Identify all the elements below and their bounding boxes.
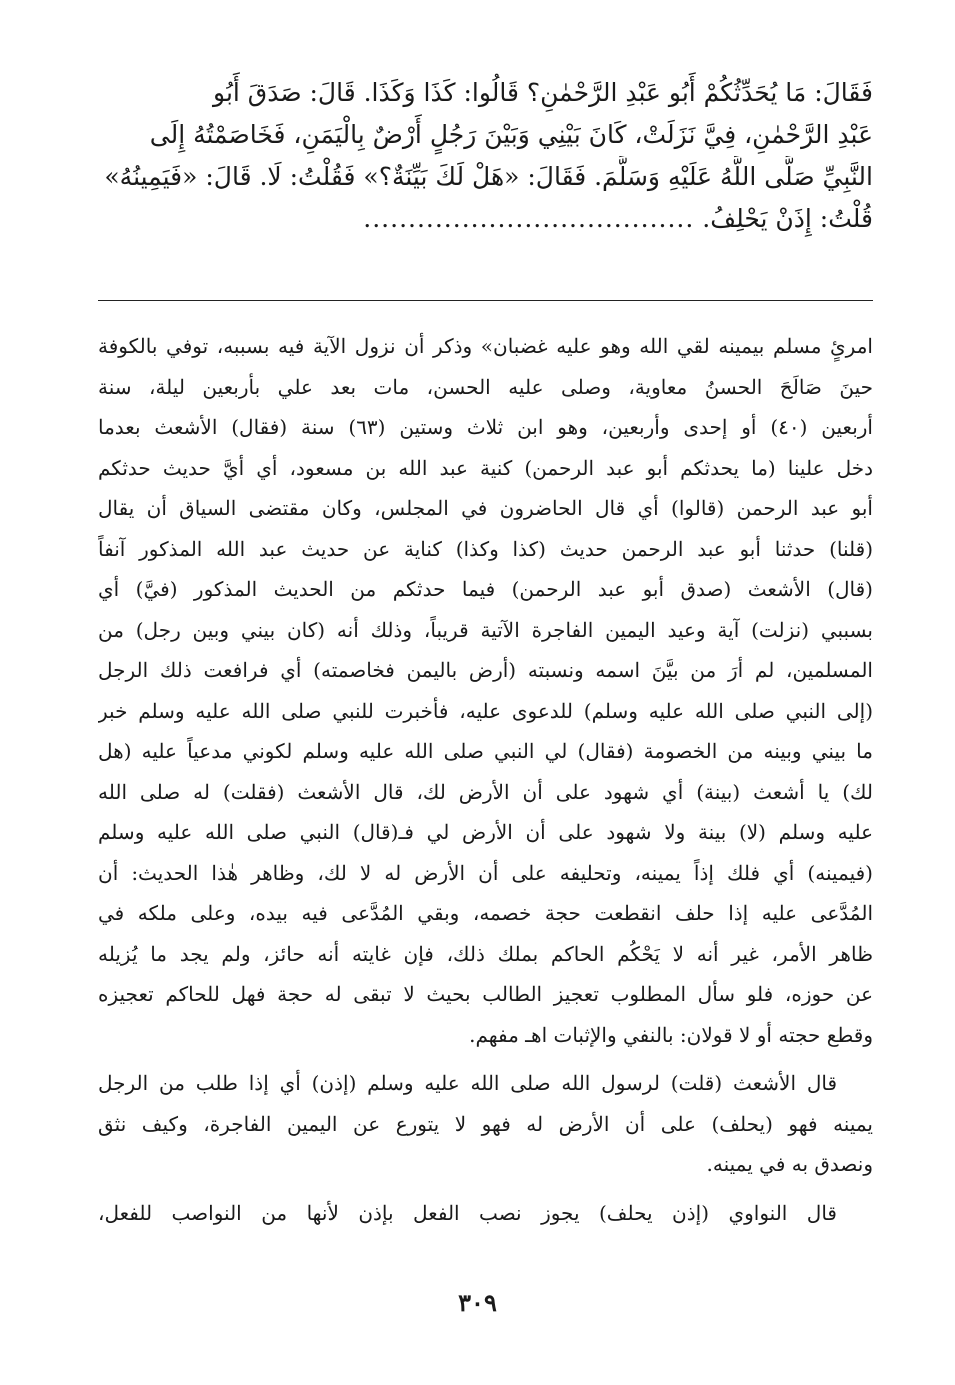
section-divider	[98, 300, 873, 301]
commentary-line: أربعين (٤٠) أو إحدى وأربعين، وهو ابن ثلاث وستين (٦٣) سنة (فقال) الأشعث بعدما	[98, 415, 873, 439]
dotted-leader: .....................................	[363, 204, 695, 233]
commentary-line: المسلمين، لم أرَ من بيَّنَ اسمه ونسبته (أرض باليمن فخاصمته) أي فرافعت ذلك الرجل	[98, 658, 873, 682]
page-number: ٣٠٩	[458, 1288, 497, 1317]
commentary-paragraph	[98, 1193, 873, 1234]
commentary-line: عليه وسلم (لا) بينة ولا شهود على أن الأرض لي فـ(قال) النبي صلى الله عليه وسلم	[98, 820, 873, 844]
hadith-line-last	[98, 198, 873, 240]
commentary-line: عن حوزه، فلو سأل المطلوب تعجيز الطالب بحيث لا تبقى له حجة فهل للحاكم تعجيزه	[98, 982, 873, 1006]
commentary-line: ظاهر الأمر، غير أنه لا يَحْكُم الحاكم بملك ذلك، فإن غايته أنه حائز، ولم يجد ما يُزيله	[98, 941, 873, 966]
commentary-paragraph	[98, 326, 873, 1055]
hadith-line-text: قُلْتُ: إِذَنْ يَحْلِفُ.	[702, 204, 873, 233]
commentary-line: يمينه فهو (يحلف) على أن الأرض له فهو لا يتورع عن اليمين الفاجرة، وكيف نثق	[98, 1111, 873, 1136]
commentary-line: (فيمينه) أي فلك إذاً يمينه، وتحليفه على أن الأرض له لا لك، وظاهر هٰذا الحديث: أن	[98, 860, 873, 885]
commentary-line: امرئٍ مسلم بيمينه لقي الله وهو عليه غضبان» وذكر أن نزول الآية فيه بسببه، توفي بالكوفة	[98, 334, 873, 358]
hadith-line: النَّبِيِّ صَلَّى اللَّهُ عَلَيْهِ وَسَلَّمَ. فَقَالَ: «هَلْ لَكَ بَيِّنَةٌ؟» فَقُلْتُ: لَا. قَالَ: «فَيَمِينُهُ»	[104, 162, 873, 191]
hadith-line: فَقَالَ: مَا يُحَدِّثُكُمْ أَبُو عَبْدِ الرَّحْمٰنِ؟ قَالُوا: كَذَا وَكَذَا. قَالَ: صَدَقَ أَبُو	[213, 78, 873, 107]
commentary-line: ما بيني وبينه من الخصومة (فقال) لي النبي صلى الله عليه وسلم لكوني مدعياً عليه (هل	[98, 739, 873, 763]
commentary-paragraph	[98, 1063, 873, 1185]
commentary-line: (قال) الأشعث (صدق أبو عبد الرحمن) فيما حدثكم من الحديث المذكور (فيَّ) أي	[98, 577, 873, 601]
commentary-line: (قلنا) حدثنا أبو عبد الرحمن حديث (كذا وكذا) كناية عن حديث عبد الله المذكور آنفاً	[98, 536, 873, 561]
commentary-line: لك) يا أشعث (بينة) أي شهود على أن الأرض لك، قال الأشعث (فقلت) له صلى الله	[98, 779, 873, 804]
commentary-line: قال الأشعث (قلت) لرسول الله صلى الله عليه وسلم (إذن) أي إذا طلب من الرجل	[98, 1071, 837, 1095]
commentary-line: أبو عبد الرحمن (قالوا) أي قال الحاضرون في المجلس، وكان مقتضى السياق أن يقال	[98, 496, 873, 520]
commentary-line: حينَ صَالَحَ الحسنُ معاوية، وصلى عليه الحسن، مات بعد علي بأربعين ليلة، سنة	[98, 374, 873, 399]
commentary-line: ونصدق به في يمينه.	[706, 1152, 873, 1176]
commentary-line: المُدَّعى عليه إذا حلف انقطعت حجة خصمه، وبقي المُدَّعى فيه بيده، وعلى ملكه في	[98, 901, 873, 925]
hadith-text	[98, 72, 873, 240]
commentary-line: قال النواوي (إذن يحلف) يجوز نصب الفعل بإذن لأنها من النواصب للفعل،	[98, 1200, 837, 1225]
commentary-line: وقطع حجته أو لا قولان: بالنفي والإثبات اهـ مفهم.	[469, 1022, 873, 1047]
hadith-line: عَبْدِ الرَّحْمٰنِ، فِيَّ نَزَلَتْ، كَانَ بَيْنِي وَبَيْنَ رَجُلٍ أَرْضٌ بِالْيَمَنِ، فَخَاصَمْتُهُ إِلَى	[149, 120, 873, 149]
commentary-line: (إلى النبي صلى الله عليه وسلم) للدعوى عليه، فأخبرت للنبي صلى الله عليه وسلم خبر	[98, 698, 873, 723]
commentary-text	[98, 326, 873, 1233]
commentary-line: دخل علينا (ما يحدثكم أبو عبد الرحمن) كنية عبد الله بن مسعود، أي أيَّ حديث حدثكم	[98, 455, 873, 480]
commentary-line: بسببي (نزلت) آية وعيد اليمين الفاجرة الآتية قريباً، وذلك أنه (كان بيني وبين رجل) من	[98, 617, 873, 642]
